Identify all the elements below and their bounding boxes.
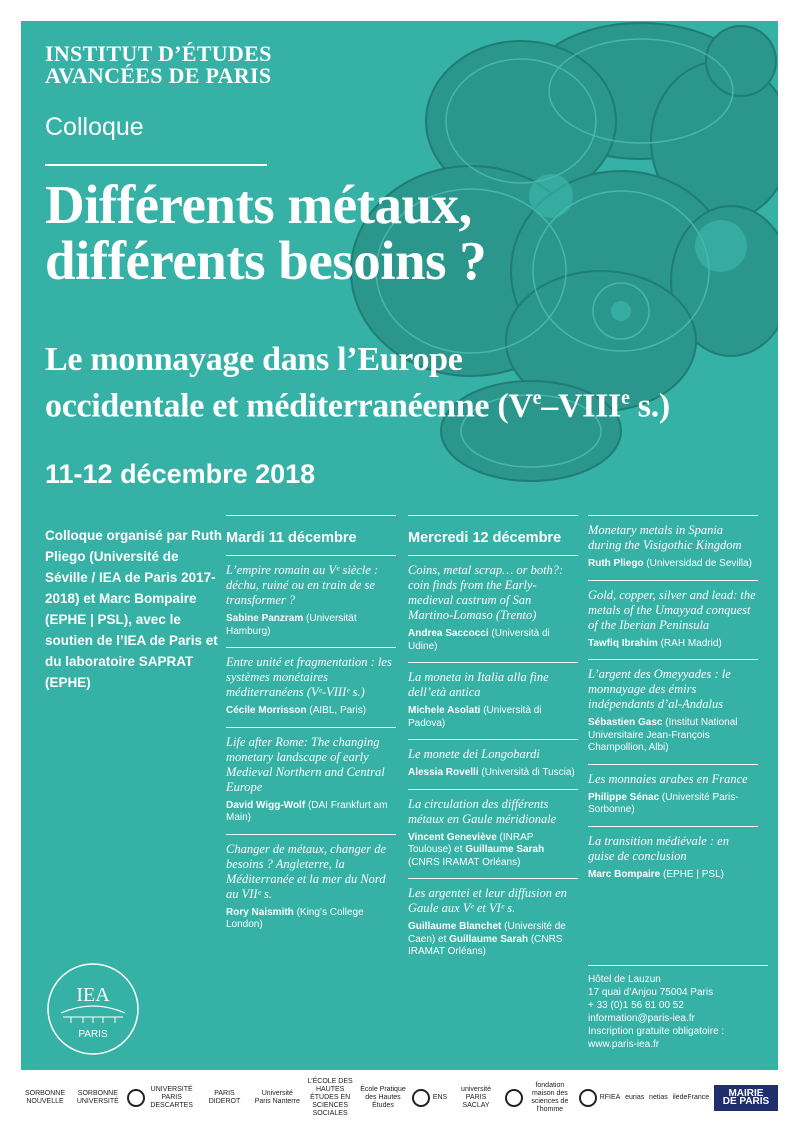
speaker-name: Alessia Rovelli	[408, 767, 479, 778]
speaker-name: Cécile Morrisson	[226, 705, 307, 716]
speaker-name: Sabine Panzram	[226, 613, 304, 624]
sponsor-name: SORBONNE NOUVELLE	[24, 1090, 66, 1105]
speaker-affiliation: (Universität Hamburg)	[226, 613, 357, 637]
event-date: 11-12 décembre 2018	[45, 459, 316, 489]
talk-item	[588, 764, 758, 826]
speaker-affiliation: (Università di Tuscia)	[478, 767, 575, 778]
phone-number: + 33 (0)1 56 81 00 52	[588, 1000, 684, 1011]
talk-title: Gold, copper, silver and lead: the metals of the Umayyad conquest of the Iberian Peninsula	[588, 587, 756, 632]
sponsor-name: L’ÉCOLE DES HAUTES ÉTUDES EN SCIENCES SOCIALES	[307, 1078, 353, 1117]
sponsor-emblem-icon	[579, 1089, 597, 1107]
day2-column	[408, 515, 578, 968]
speaker-affiliation: (AIBL, Paris)	[306, 705, 367, 716]
talk-item	[408, 878, 578, 968]
speaker-name: Sébastien Gasc	[588, 717, 663, 728]
day2-talks	[408, 555, 578, 968]
divider	[45, 164, 267, 166]
sponsor-name: eurias	[625, 1094, 645, 1101]
speaker-name: David Wigg-Wolf	[226, 799, 306, 811]
organizer-text: Colloque organisé par Ruth Pliego (Université de Séville / IEA de Paris 2017-2018) et Marc Bompaire (EPHE | PSL), avec le soutien de l’IEA de Paris et du laboratoire SAPRAT (EPHE)	[45, 528, 223, 690]
day2-continued-column	[588, 515, 758, 890]
sponsor-logo	[127, 1086, 196, 1110]
speaker-affiliation: (King’s College London)	[226, 906, 364, 930]
institute-line-1: INSTITUT D’ÉTUDES	[45, 41, 272, 66]
talk-title: Coins, metal scrap… or both?: coin finds from the Early-medieval castrum of San Martino-Lomaso (Trento)	[408, 563, 564, 622]
talk-speaker	[226, 613, 396, 638]
talk-title: Monetary metals in Spania during the Visigothic Kingdom	[588, 523, 742, 552]
sponsor-name: MAIRIE DE PARIS	[722, 1088, 770, 1107]
speaker-affiliation: (Universidad de Sevilla)	[643, 558, 752, 569]
venue-address: 17 quai d’Anjou 75004 Paris	[588, 987, 714, 998]
speaker-name: Rory Naismith	[226, 906, 294, 918]
talk-title: La moneta in Italia alla fine dell’età antica	[408, 670, 549, 699]
day1-heading: Mardi 11 décembre	[226, 515, 396, 555]
speaker-name: Michele Asolati	[408, 705, 481, 716]
sponsor-logo	[452, 1086, 500, 1110]
talk-item	[226, 834, 396, 941]
sponsor-name: fondation maison des sciences de l’homme	[531, 1082, 569, 1113]
speaker-name: Guillaume Sarah	[465, 844, 545, 855]
talk-speaker	[226, 907, 396, 932]
contact-info	[588, 965, 768, 1051]
subtitle-line-1: Le monnayage dans l’Europe	[45, 341, 463, 378]
day1-column	[226, 515, 396, 941]
title-line-2: différents besoins ?	[45, 230, 487, 291]
sponsor-name: Université Paris Nanterre	[254, 1090, 300, 1105]
day2b-talks	[588, 515, 758, 890]
logo-text-top: IEA	[76, 984, 110, 1006]
title-line-1: Différents métaux,	[45, 174, 472, 235]
talk-speaker	[408, 832, 578, 870]
sponsor-emblem-icon	[505, 1089, 523, 1107]
website-link[interactable]: www.paris-iea.fr	[588, 1039, 660, 1050]
speaker-name: Vincent Geneviève	[408, 831, 497, 843]
talk-title: La transition médiévale : en guise de conclusion	[588, 833, 729, 863]
talk-title: L’argent des Omeyyades : le monnayage des émirs indépendants d’al-Andalus	[588, 667, 731, 711]
sponsor-logo	[649, 1094, 668, 1102]
sponsor-name: SORBONNE UNIVERSITÉ	[76, 1090, 119, 1105]
speaker-name: Ruth Pliego	[588, 558, 644, 569]
speaker-name: Tawfiq Ibrahim	[588, 637, 658, 649]
talk-title: L’empire romain au Vᵉ siècle : déchu, ruiné ou en train de se transformer ?	[226, 563, 379, 607]
sponsor-logo	[714, 1085, 778, 1111]
talk-title: Changer de métaux, changer de besoins ? Angleterre, la Méditerranée et la mer du Nord au VIIᵉ s.	[226, 841, 387, 901]
talk-speaker	[408, 767, 578, 780]
registration-note: Inscription gratuite obligatoire :	[588, 1026, 725, 1037]
talk-title: Life after Rome: The changing monetary landscape of early Medieval Northern and Central Europe	[226, 734, 385, 794]
subtitle-line-2: occidentale et méditerranéenne (Ve–VIIIe s.)	[45, 387, 670, 425]
talk-speaker	[588, 638, 758, 651]
talk-item	[588, 580, 758, 660]
talk-speaker	[588, 869, 758, 882]
talk-item	[226, 647, 396, 727]
sponsor-logos	[21, 1080, 778, 1116]
talk-speaker	[408, 628, 578, 653]
day2-heading: Mercredi 12 décembre	[408, 515, 578, 555]
email-link[interactable]: information@paris-iea.fr	[588, 1013, 695, 1024]
talk-speaker	[408, 921, 578, 959]
sponsor-name: RFIEA	[599, 1094, 621, 1101]
sponsor-name: iledeFrance	[672, 1094, 710, 1101]
institute-line-2: AVANCÉES DE PARIS	[45, 63, 272, 88]
speaker-name: Guillaume Blanchet	[408, 921, 502, 932]
talk-item	[588, 515, 758, 580]
sponsor-logo	[505, 1082, 574, 1114]
talk-item	[588, 826, 758, 891]
sponsor-logo	[74, 1090, 122, 1106]
sponsor-name: UNIVERSITÉ PARIS DESCARTES	[150, 1086, 193, 1109]
speaker-affiliation: (Università di Padova)	[408, 705, 542, 729]
talk-item	[226, 727, 396, 834]
talk-title: Entre unité et fragmentation : les systèmes monétaires méditerranéens (Vᵉ-VIIIᵉ s.)	[226, 655, 392, 699]
talk-speaker	[408, 705, 578, 730]
sponsor-logo	[412, 1089, 447, 1107]
talk-speaker	[588, 558, 758, 571]
sponsor-logo	[253, 1090, 301, 1106]
sponsor-logo	[200, 1090, 248, 1106]
sponsor-name: ENS	[432, 1094, 448, 1101]
talk-speaker	[226, 705, 396, 718]
speaker-name: Andrea Saccocci	[408, 628, 489, 639]
sponsor-emblem-icon	[127, 1089, 145, 1107]
speaker-affiliation: (Università di Udine)	[408, 628, 550, 652]
sponsor-logo	[359, 1086, 407, 1110]
logo-text-bottom: PARIS	[78, 1029, 108, 1040]
talk-speaker	[226, 800, 396, 825]
speaker-name: Philippe Sénac	[588, 791, 660, 803]
talk-item	[408, 662, 578, 739]
speaker-affiliation: (INRAP Toulouse) et	[408, 831, 534, 855]
talk-item	[588, 659, 758, 764]
speaker-affiliation: (RAH Madrid)	[657, 637, 722, 649]
sponsor-name: netias	[649, 1094, 668, 1101]
talk-item	[408, 789, 578, 879]
sponsor-logo	[579, 1089, 621, 1107]
event-type: Colloque	[45, 113, 144, 141]
speaker-affiliation: (Université Paris-Sorbonne)	[588, 791, 739, 815]
speaker-affiliation: (CNRS IRAMAT Orléans)	[408, 933, 563, 957]
iea-logo	[45, 961, 141, 1057]
sponsor-logo	[21, 1090, 69, 1106]
speaker-affiliation: (CNRS IRAMAT Orléans)	[408, 856, 521, 868]
speaker-affiliation: (Université de Caen) et	[408, 921, 566, 945]
talk-item	[408, 739, 578, 789]
sponsor-name: PARIS DIDEROT	[208, 1090, 241, 1105]
speaker-name: Marc Bompaire	[588, 868, 661, 880]
sponsor-emblem-icon	[412, 1089, 430, 1107]
talk-item	[408, 555, 578, 662]
page-title	[45, 174, 487, 291]
sponsor-logo	[673, 1094, 710, 1102]
speaker-affiliation: (DAI Frankfurt am Main)	[226, 799, 388, 823]
speaker-name: Guillaume Sarah	[449, 933, 529, 945]
sponsor-name: École Pratique des Hautes Études	[360, 1086, 406, 1109]
sponsor-logo	[625, 1094, 644, 1102]
sponsor-name: université PARIS SACLAY	[461, 1086, 492, 1109]
talk-title: Le monete dei Longobardi	[408, 747, 540, 761]
talk-speaker	[588, 792, 758, 817]
talk-speaker	[588, 717, 758, 755]
subtitle	[45, 341, 670, 425]
day1-talks	[226, 555, 396, 941]
sponsor-logo	[306, 1078, 354, 1118]
talk-title: La circulation des différents métaux en Gaule méridionale	[408, 796, 557, 826]
talk-title: Les monnaies arabes en France	[588, 771, 748, 786]
talk-title: Les argentei et leur diffusion en Gaule aux Vᵉ et VIᵉ s.	[408, 886, 567, 915]
speaker-affiliation: (EPHE | PSL)	[660, 868, 724, 880]
venue-name: Hôtel de Lauzun	[588, 974, 661, 985]
talk-item	[226, 555, 396, 647]
poster	[21, 21, 778, 1070]
institute-name	[45, 43, 272, 87]
speaker-affiliation: (Institut National Universitaire Jean-François Champollion, Albi)	[588, 717, 738, 753]
